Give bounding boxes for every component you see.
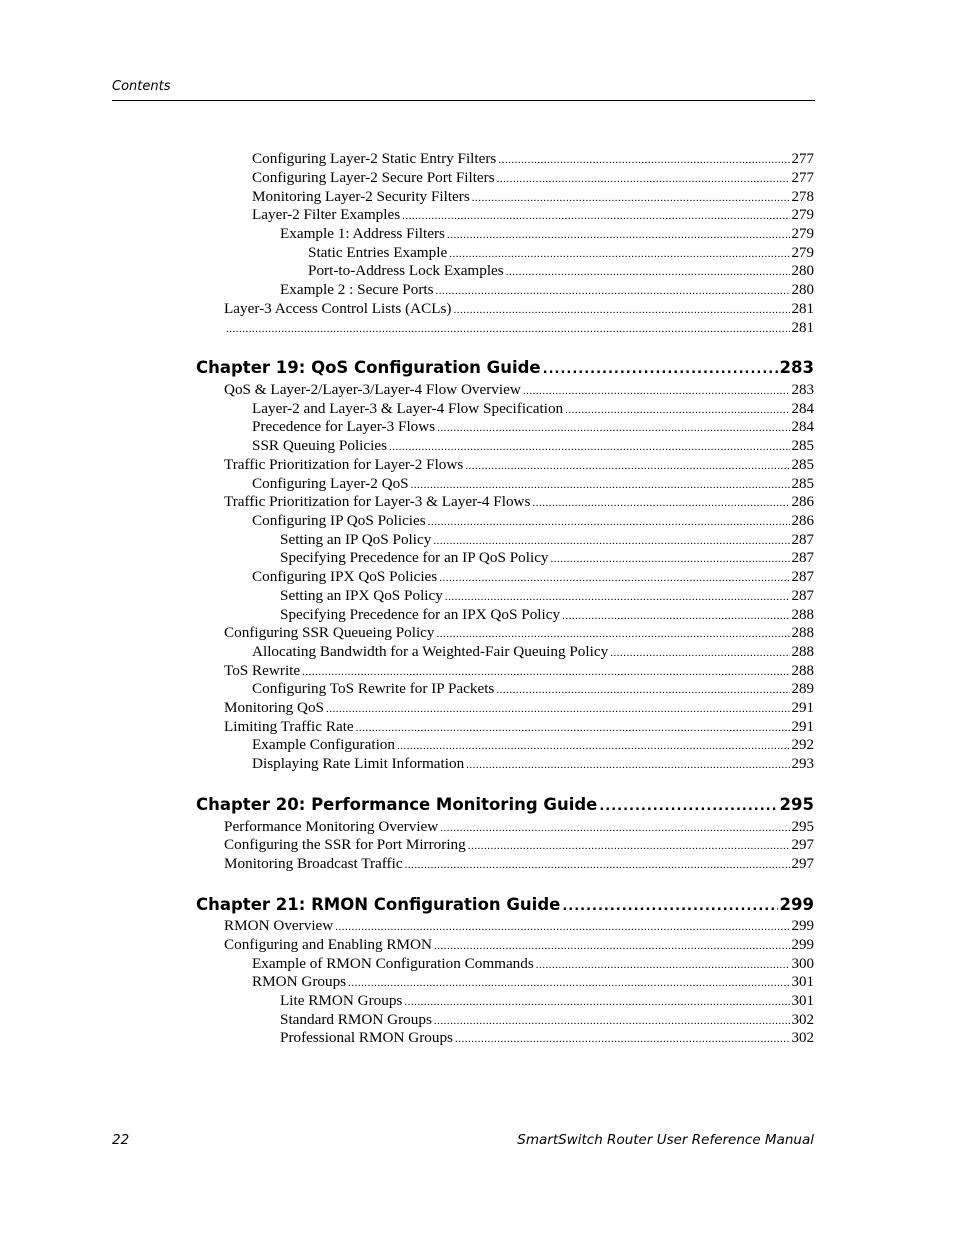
dot-leader [335,918,789,936]
toc-entry-title: Monitoring Layer-2 Security Filters [252,188,470,205]
toc-page-number: 277 [791,170,814,186]
toc-entry [252,169,814,187]
toc-entry [252,475,814,493]
toc-page-number: 279 [791,207,814,223]
dot-leader [496,681,789,699]
toc-entry [224,319,814,337]
dot-leader [506,263,790,281]
dot-leader [326,700,790,718]
toc-entry-title: Layer-2 Filter Examples [252,206,401,223]
toc-entry-title: Precedence for Layer-3 Flows [252,418,436,435]
toc-entry [224,936,814,954]
toc-entry-title: Configuring Layer-2 Secure Port Filters [252,169,495,186]
chapter-title: Chapter 21: RMON Configuration Guide [196,895,561,914]
toc-entry [224,718,814,736]
toc-page-number: 287 [791,532,814,548]
dot-leader [434,1012,790,1030]
toc-entry-title: Configuring and Enabling RMON [224,936,432,953]
toc-entry [252,973,814,991]
toc-page-number: 295 [791,819,814,835]
toc-entry [252,680,814,698]
toc-entry-title: Configuring IPX QoS Policies [252,568,438,585]
toc-page-number: 293 [791,756,814,772]
toc-page-number: 302 [791,1030,814,1046]
dot-leader [562,607,789,625]
toc-entry [308,262,814,280]
dot-leader [536,956,790,974]
dot-leader [449,245,789,263]
toc-entry [252,418,814,436]
chapter-title: Chapter 20: Performance Monitoring Guide [196,795,598,814]
toc-entry-title: Configuring SSR Queueing Policy [224,624,435,641]
toc-page-number: 288 [791,663,814,679]
toc-page-number: 281 [791,320,814,336]
toc-page-number: 288 [791,644,814,660]
toc-entry-title: Limiting Traffic Rate [224,718,354,735]
toc-entry-title: Specifying Precedence for an IP QoS Policy [280,549,549,566]
toc-entry-title: Traffic Prioritization for Layer-2 Flows [224,456,464,473]
toc-entry-title: Example of RMON Configuration Commands [252,955,534,972]
toc-page-number: 287 [791,550,814,566]
toc-page-number: 291 [791,719,814,735]
toc-page-number: 288 [791,607,814,623]
toc-page-number: 285 [791,476,814,492]
dot-leader [565,401,789,419]
dot-leader [523,382,790,400]
toc-chapter-heading [196,357,814,379]
toc-entry [280,992,814,1010]
toc-entry-title: Example 2 : Secure Ports [280,281,434,298]
toc-page-number: 299 [791,918,814,934]
footer-page-number: 22 [112,1132,130,1148]
dot-leader [434,937,790,955]
running-head: Contents [112,79,171,94]
toc-entry [224,493,814,511]
toc-entry-title: ToS Rewrite [224,662,301,679]
toc-entry [224,818,814,836]
dot-leader [551,550,790,568]
toc-entry-title: Layer-3 Access Control Lists (ACLs) [224,300,452,317]
toc-entry-title: Allocating Bandwidth for a Weighted-Fair Queuing Policy [252,643,609,660]
toc-entry [224,624,814,642]
chapter-title: Chapter 19: QoS Configuration Guide [196,358,541,377]
toc-page-number: 284 [791,419,814,435]
toc-entry [280,549,814,567]
dot-leader [389,438,789,456]
toc-page-number: 287 [791,588,814,604]
toc-page-number: 297 [791,837,814,853]
toc-page-number: 284 [791,401,814,417]
dot-leader [405,856,790,874]
dot-leader [397,737,790,755]
toc-page-number: 300 [791,956,814,972]
toc-entry [252,206,814,224]
toc-entry [252,955,814,973]
toc-entry-title: Configuring ToS Rewrite for IP Packets [252,680,495,697]
toc-page-number: 278 [791,189,814,205]
toc-entry-title: Specifying Precedence for an IPX QoS Policy [280,606,561,623]
toc-page-number: 281 [791,301,814,317]
dot-leader [445,588,790,606]
toc-page-number: 291 [791,700,814,716]
dot-leader [472,189,790,207]
toc-entry-title: Setting an IPX QoS Policy [280,587,443,604]
toc-page-number: 289 [791,681,814,697]
toc-entry-title: Configuring IP QoS Policies [252,512,426,529]
dot-leader [453,301,789,319]
dot-leader [439,569,789,587]
toc-entry [280,225,814,243]
toc-entry-title: Traffic Prioritization for Layer-3 & Layer-4 Flows [224,493,531,510]
toc-page-number: 299 [779,895,814,914]
toc-page-number: 301 [791,974,814,990]
toc-entry-title: Professional RMON Groups [280,1029,453,1046]
dot-leader [599,796,777,818]
toc-entry-title: Example 1: Address Filters [280,225,445,242]
toc-entry [252,188,814,206]
toc-entry [224,855,814,873]
dot-leader [455,1030,790,1048]
toc-entry [252,400,814,418]
toc-entry [252,150,814,168]
toc-page-number: 277 [791,151,814,167]
toc-entry [224,456,814,474]
toc-chapter-heading [196,794,814,816]
toc-entry [280,281,814,299]
dot-leader [610,644,789,662]
toc-entry-title: Port-to-Address Lock Examples [308,262,504,279]
toc-entry [224,662,814,680]
toc-page-number: 283 [791,382,814,398]
toc-page-number: 283 [779,358,814,377]
toc-page-number: 302 [791,1012,814,1028]
toc-entry [280,606,814,624]
toc-entry-title: Monitoring Broadcast Traffic [224,855,403,872]
dot-leader [447,226,790,244]
dot-leader [497,170,790,188]
toc-page-number: 279 [791,245,814,261]
dot-leader [411,476,790,494]
toc-entry [280,1011,814,1029]
dot-leader [348,974,789,992]
dot-leader [226,320,790,338]
dot-leader [404,993,789,1011]
toc-entry-title: Setting an IP QoS Policy [280,531,432,548]
dot-leader [543,359,778,381]
toc-entry-title: Performance Monitoring Overview [224,818,439,835]
toc-page-number: 286 [791,494,814,510]
toc-entry-title: RMON Groups [252,973,347,990]
toc-page-number: 288 [791,625,814,641]
toc-page-number: 301 [791,993,814,1009]
toc-page-number: 280 [791,263,814,279]
dot-leader [437,625,790,643]
toc-page-number: 286 [791,513,814,529]
toc-page-number: 287 [791,569,814,585]
dot-leader [440,819,789,837]
dot-leader [402,207,789,225]
toc-entry-title: Configuring Layer-2 Static Entry Filters [252,150,497,167]
toc-entry-title: Layer-2 and Layer-3 & Layer-4 Flow Specification [252,400,564,417]
toc-entry [252,512,814,530]
footer-manual-title: SmartSwitch Router User Reference Manual [517,1132,814,1148]
dot-leader [437,419,789,437]
toc-page-number: 299 [791,937,814,953]
toc-entry-title: Configuring Layer-2 QoS [252,475,409,492]
dot-leader [532,494,789,512]
toc-entry [224,917,814,935]
dot-leader [428,513,790,531]
toc-entry [280,531,814,549]
toc-page-number: 285 [791,457,814,473]
toc-entry-title: SSR Queuing Policies [252,437,388,454]
toc-entry [252,736,814,754]
toc-entry [224,836,814,854]
toc-page-number: 280 [791,282,814,298]
dot-leader [498,151,789,169]
toc-entry [252,643,814,661]
toc-chapter-heading [196,894,814,916]
toc-entry-title: Example Configuration [252,736,395,753]
toc-entry [280,587,814,605]
dot-leader [562,896,777,918]
dot-leader [302,663,789,681]
toc-page-number: 297 [791,856,814,872]
dot-leader [468,837,790,855]
dot-leader [465,457,789,475]
toc-entry [308,244,814,262]
dot-leader [356,719,790,737]
toc-page-number: 292 [791,737,814,753]
toc-entry-title: QoS & Layer-2/Layer-3/Layer-4 Flow Overview [224,381,521,398]
toc-entry-title: Static Entries Example [308,244,448,261]
dot-leader [436,282,790,300]
toc-entry [224,699,814,717]
toc-entry [224,381,814,399]
toc-entry [252,568,814,586]
toc-entry [252,755,814,773]
toc-entry-title: Standard RMON Groups [280,1011,432,1028]
toc-entry-title: Monitoring QoS [224,699,324,716]
toc-entry-title: RMON Overview [224,917,334,934]
toc-entry [252,437,814,455]
toc-entry-title: Displaying Rate Limit Information [252,755,465,772]
dot-leader [433,532,789,550]
toc-page-number: 279 [791,226,814,242]
toc-entry-title: Configuring the SSR for Port Mirroring [224,836,466,853]
dot-leader [466,756,789,774]
toc-entry-title: Lite RMON Groups [280,992,403,1009]
toc-entry [280,1029,814,1047]
toc-page-number: 295 [779,795,814,814]
toc-page-number: 285 [791,438,814,454]
toc-entry [224,300,814,318]
